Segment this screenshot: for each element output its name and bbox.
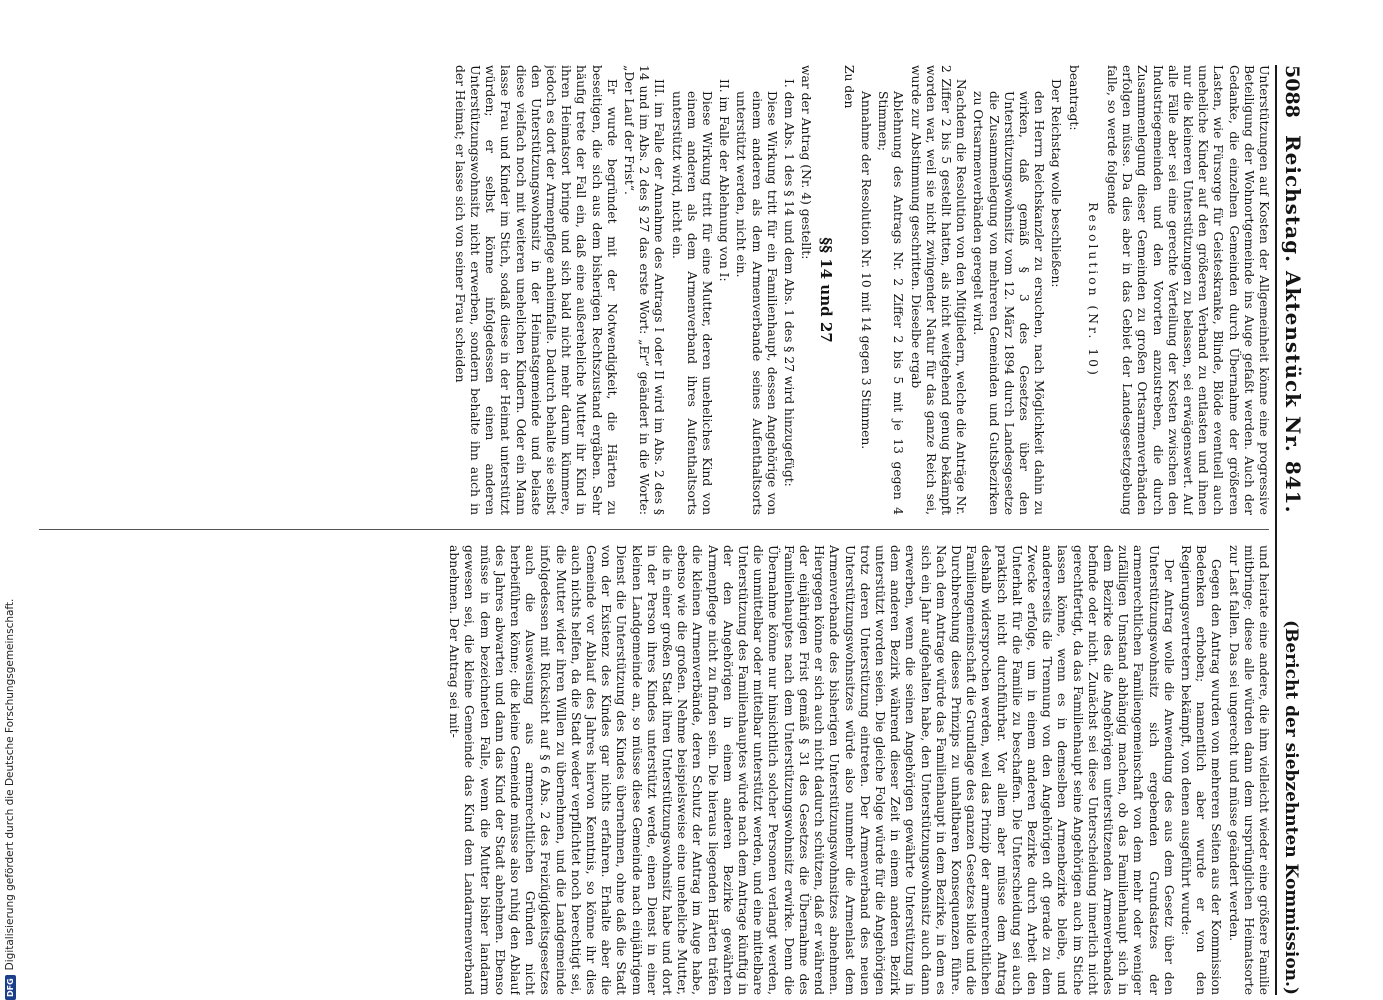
paragraph: Der Reichstag wolle beschließen: — [1049, 79, 1064, 288]
header-report-label: (Bericht der siebzehnten Kommission.) — [1281, 619, 1301, 995]
paragraph: Unterstützungen auf Kosten der Allgemeinheit könne eine progressive Beteiligung der Wohnortgemeinde ins Auge gefaßt werden. Auch der Gedanke, die einzelnen Gemeinden durch Übernahme der größeren Lasten, wie Fürsorge für Geisteskranke, Blinde, Blöde eventuell auch uneheliche Kinder auf den größeren Verband zu entlasten und ihnen nur die kleineren Unterstützungen zu belassen, sei erwägenswert. Auf alle Fälle aber sei eine gerechte Verteilung der Kosten zwischen den Industriegemeinden und den Vororten anzustreben, die durch Zusammenlegung dieser Gemeinden zu großen Ortsarmenverbänden erfolgen müsse. Da dies aber in das Gebiet der Landesgesetzgebung falle, so werde folgende — [1104, 65, 1271, 515]
vote-result: Ablehnung des Antrags Nr. 2 Ziffer 2 bis 5 mit je 13 gegen 4 Stimmen; — [876, 91, 906, 515]
motion-item: I. dem Abs. 1 des § 14 und dem Abs. 1 des § 27 wird hinzugefügt: — [782, 79, 797, 487]
footer-credit-text — [4, 599, 16, 1000]
right-text-column — [31, 545, 1271, 995]
left-text-column — [31, 65, 1271, 515]
page-number: 5088 — [1281, 65, 1303, 118]
section-heading: §§ 14 und 27 — [816, 237, 835, 343]
resolution-text: den Herrn Reichskanzler zu ersuchen, nach Möglichkeit dahin zu wirken, daß gemäß § 3 des Gesetzes über den Unterstützungswohnsitz vom 12. März 1894 durch Landesgesetze die Zusammenlegung von mehreren Gemeinden und Gutsbezirken zu Ortsarmenverbänden geregelt wird. — [971, 91, 1047, 515]
paragraph: Zu den — [841, 65, 856, 109]
footer-credit-label: Digitalisierung gefördert durch die Deutsche Forschungsgemeinschaft. — [4, 598, 16, 971]
paragraph: Er wurde begründet mit der Notwendigkeit, die Härten zu beseitigen, die sich aus dem bisherigen Rechtszustand ergäben. Sehr häufig trete der Fall ein, daß eine außereheliche Mutter ihr Kind in ihren Heimatsort bringe und sich bald nicht mehr darum kümmere, jedoch es dort der Armenpflege anheimfalle. Dadurch behalte sie selbst den Unterstützungswohnsitz in der Heimatsgemeinde und belaste diese vielfach noch mit weiteren unehelichen Kindern. Oder ein Mann lasse Frau und Kinder im Stich, sodaß diese in der Heimat unterstützt würden; er selbst könne infolgedessen einen anderen Unterstützungswohnsitz nicht erwerben, sondern behalte ihn auch in der Heimat; er lasse sich von seiner Frau scheiden — [452, 65, 619, 515]
paragraph: Nachdem die Resolution von den Mitgliedern, welche die Anträge Nr. 2 Ziffer 2 bis 5 gestellt hatten, als nicht weitgehend genug bekämpft worden war, weil sie nicht zwingender Natur für das ganze Reich sei, wurde zur Abstimmung geschritten. Dieselbe ergab — [908, 65, 969, 515]
paragraph: war der Antrag (Nr. 4) gestellt: — [799, 65, 814, 260]
header-title: Reichstag. Aktenstück Nr. 841. — [1281, 135, 1305, 514]
paragraph: beantragt: — [1066, 65, 1081, 131]
motion-item: III. im Falle der Annahme des Antrags I oder II wird im Abs. 2 des § 14 und im Abs. 2 des § 27 das erste Wort: „Er“ geändert in die Worte: „Der Lauf der Frist“. — [622, 65, 667, 515]
page-header — [1275, 65, 1315, 995]
motion-text: Diese Wirkung tritt für ein Familienhaupt, dessen Angehörige von einem anderen als dem Armenverbande seines Aufenthaltsorts unterstützt werden, nicht ein. — [734, 91, 779, 515]
motion-text: Diese Wirkung tritt für eine Mutter, deren uneheliches Kind von einem anderen als dem Armenverband ihres Aufenthaltsorts unterstützt wird, nicht ein. — [669, 91, 715, 515]
dfg-logo: DFG — [5, 975, 16, 1000]
column-divider — [39, 529, 1269, 530]
motion-item: II. im Falle der Ablehnung von I: — [717, 79, 732, 282]
paragraph: Gegen den Antrag wurden von mehreren Seiten aus der Kommission Bedenken erhoben; namentlich aber wurde er von den Regierungsvertretern bekämpft, von denen ausgeführt wurde: — [1178, 545, 1224, 995]
document-sheet — [15, 65, 1315, 995]
paragraph: und heirate eine andere, die ihm vielleicht wieder eine größere Familie mitbringe; diese alle würden dann dem ursprünglichen Heimatsorte zur Last fallen. Das sei ungerecht und müsse geändert werden. — [1226, 545, 1271, 995]
paragraph: Der Antrag wolle die Anwendung des aus dem Gesetz über den Unterstützungswohnsitz sich ergebenden Grundsatzes der armenrechtlichen Familiengemeinschaft von dem mehr oder weniger zufälligen Umstand abhängig machen, ob das Familienhaupt sich in dem Bezirke des die Angehörigen unterstützenden Armenverbandes befinde oder nicht. Zunächst sei diese Unterscheidung innerlich nicht gerechtfertigt, da das Familienhaupt seine Angehörigen auch im Stiche lassen könne, wenn es in demselben Armenbezirke bleibe, und andererseits die Trennung von den Angehörigen oft gerade zu dem Zwecke erfolge, um in einem anderen Bezirke durch Arbeit den Unterhalt für die Familie zu beschaffen. Die Unterscheidung sei auch praktisch nicht durchführbar. Vor allem aber müsse dem Antrag deshalb widersprochen werden, weil das Prinzip der armenrechtlichen Familiengemeinschaft die Grundlage des ganzen Gesetzes bilde und die Durchbrechung dieses Prinzips zu unhaltbaren Konsequenzen führe. Nach dem Antrage würde das Familienhaupt in dem Bezirke, in dem es sich ein Jahr aufgehalten habe, den Unterstützungswohnsitz auch dann erwerben, wenn die seinen Angehörigen gewährte Unterstützung in dem anderen Bezirk während dieser Zeit in einem anderen Bezirk unterstützt worden seien. Die gleiche Folge würde für die Angehörigen trotz deren Unterstützung eintreten. Der Armenverband des neuen Unterstützungswohnsitzes würde also nunmehr die Armenlast dem Armenverbande des bisherigen Unterstützungswohnsitzes abnehmen. Hiergegen könne er sich auch nicht dadurch schützen, daß er während der einjährigen Frist gemäß § 31 des Gesetzes die Übernahme des Familienhauptes nach dem Unterstützungswohnsitz erwirke. Denn die Übernahme könne nur hinsichtlich solcher Personen verlangt werden, die unmittelbar oder mittelbar unterstützt werden, und eine mittelbare Unterstützung des Familienhauptes würde nach dem Antrage künftig in der den Angehörigen in einem anderen Bezirke gewährten Armenpflege nicht zu finden sein. Die hieraus liegenden Härten träfen die kleinen Armenverbände, deren Schutz der Antrag im Auge habe, ebenso wie die großen. Nehme beispielsweise eine uneheliche Mutter, die in einer großen Stadt ihren Unterstützungswohnsitz habe und dort in der Person ihres Kindes unterstützt werde, einen Dienst in einer kleinen Landgemeinde an, so müsse diese Gemeinde nach einjährigem Dienst die Unterstützung des Kindes übernehmen, ohne daß die Stadt von der Existenz des Kindes gar nichts erfahren. Erhalte aber die Gemeinde vor Ablauf des Jahres hiervon Kenntnis, so könne ihr dies auch nichts helfen, da die Stadt weder verpflichtet noch berechtigt sei, die Mutter wider ihren Willen zu übernehmen, und die Landgemeinde infolgedessen mit Rücksicht auf § 6 Abs. 2 des Freizügigkeitsgesetzes auch die Ausweisung aus armenrechtlichen Gründen nicht herbeiführen könne; die kleine Gemeinde müsse also ruhig den Ablauf des Jahres abwarten und dann das Kind der Stadt abnehmen. Ebenso müsse in dem bezeichneten Falle, wenn die Mutter bisher landarm gewesen sei, die kleine Gemeinde das Kind dem Landarmenverband abnehmen. Der Antrag sei mit- — [447, 545, 1176, 995]
resolution-heading: Resolution (Nr. 10) — [1085, 202, 1100, 378]
vote-result: Annahme der Resolution Nr. 10 mit 14 gegen 3 Stimmen. — [858, 91, 873, 450]
